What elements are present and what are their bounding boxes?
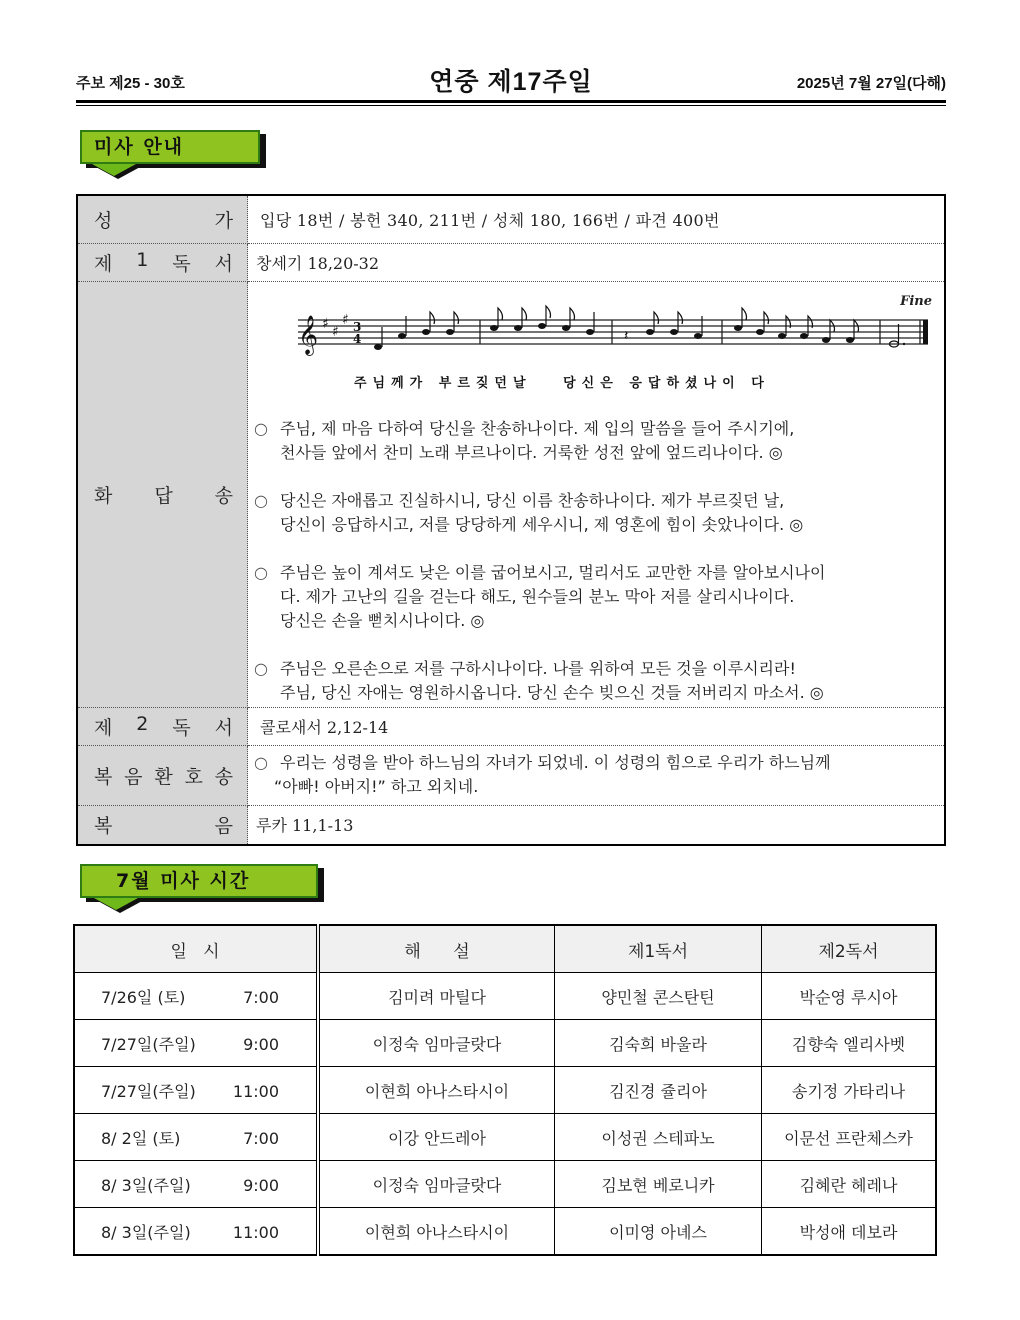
page-title: 연중 제17주일 xyxy=(429,68,593,96)
verse-line: 당신이 응답하시고, 저를 당당하게 세우시니, 제 영혼에 힘이 솟았나이다. ◎ xyxy=(280,514,804,534)
cell-datetime xyxy=(74,1067,318,1114)
row-alleluia xyxy=(77,745,945,805)
label-hymn xyxy=(77,195,248,243)
cell-date: 8/ 2일 (토) xyxy=(101,1128,181,1148)
cell-date: 8/ 3일(주일) xyxy=(101,1175,191,1195)
banner-label: 미사 안내 xyxy=(80,130,260,164)
table-row xyxy=(74,1208,936,1256)
label-char: 성 xyxy=(94,209,113,232)
label-reading1 xyxy=(77,243,248,281)
cell-time: 7:00 xyxy=(243,987,279,1007)
score-lyrics: 주님께가 부르짖던날 당신은 응답하셨나이 다 xyxy=(354,375,770,391)
col-header-reading1: 제1독서 xyxy=(555,925,762,973)
col-header-datetime: 일 시 xyxy=(74,925,318,973)
label-char: 송 xyxy=(214,765,233,788)
col-header-reading2: 제2독서 xyxy=(762,925,937,973)
cell-reading2: 김향숙 엘리사벳 xyxy=(762,1020,937,1067)
banner-label: 7월 미사 시간 xyxy=(80,864,318,898)
cell-time: 9:00 xyxy=(243,1034,279,1054)
cell-datetime xyxy=(74,1208,318,1256)
row-gospel xyxy=(77,805,945,845)
circle-bullet-icon: ○ xyxy=(254,490,268,510)
psalm-verse xyxy=(254,657,938,705)
cell-reading1: 김숙희 바울라 xyxy=(555,1020,762,1067)
label-alleluia xyxy=(77,745,248,805)
label-char: 호 xyxy=(184,765,203,788)
reading1-citation: 창세기 18,20-32 xyxy=(248,243,946,281)
cell-datetime xyxy=(74,973,318,1020)
cell-date: 7/26일 (토) xyxy=(101,987,186,1007)
verse-line: 당신은 자애롭고 진실하시니, 당신 이름 찬송하나이다. 제가 부르짖던 날, xyxy=(280,490,785,510)
cell-datetime xyxy=(74,1114,318,1161)
hymn-numbers: 입당 18번 / 봉헌 340, 211번 / 성체 180, 166번 / 파견 400번 xyxy=(248,195,946,243)
cell-reading1: 이미영 아녜스 xyxy=(555,1208,762,1256)
bulletin-header xyxy=(76,62,946,102)
bulletin-date: 2025년 7월 27일(다해) xyxy=(796,75,946,92)
svg-text:𝄞: 𝄞 xyxy=(298,314,319,355)
mass-guide-table xyxy=(76,194,946,846)
label-reading2 xyxy=(77,707,248,745)
verse-line: 주님은 오른손으로 저를 구하시나이다. 나를 위하여 모든 것을 이루시리라! xyxy=(280,658,796,678)
fine-label: Fine xyxy=(900,293,932,309)
label-char: 환 xyxy=(154,765,173,788)
label-char: 서 xyxy=(214,252,233,275)
cell-datetime xyxy=(74,1020,318,1067)
cell-date: 7/27일(주일) xyxy=(101,1081,196,1101)
label-char: 독 xyxy=(172,716,191,739)
col-header-commentary: 해 설 xyxy=(318,925,555,973)
issue-number: 주보 제25 - 30호 xyxy=(76,75,185,92)
psalm-verse xyxy=(254,417,938,465)
verse-line: 주님은 높이 계셔도 낮은 이를 굽어보시고, 멀리서도 교만한 자를 알아보시나이 xyxy=(280,562,826,582)
music-score xyxy=(278,293,938,366)
row-hymn xyxy=(77,195,945,243)
label-char: 음 xyxy=(124,765,143,788)
row-reading2 xyxy=(77,707,945,745)
verse-line: 주님, 제 마음 다하여 당신을 찬송하나이다. 제 입의 말씀을 들어 주시기에, xyxy=(280,418,795,438)
cell-reading2: 이문선 프란체스카 xyxy=(762,1114,937,1161)
cell-reading1: 김진경 쥴리아 xyxy=(555,1067,762,1114)
alleluia-text xyxy=(254,751,938,799)
cell-reading2: 김혜란 헤레나 xyxy=(762,1161,937,1208)
label-char: 음 xyxy=(214,815,233,838)
cell-time: 9:00 xyxy=(243,1175,279,1195)
table-row xyxy=(74,1020,936,1067)
table-row xyxy=(74,1114,936,1161)
cell-commentary: 이현희 아나스타시이 xyxy=(318,1208,555,1256)
svg-text:3: 3 xyxy=(353,319,362,334)
label-char: 제 xyxy=(94,252,113,275)
cell-time: 11:00 xyxy=(232,1081,279,1101)
verse-line: 당신은 손을 뻗치시나이다. ◎ xyxy=(280,610,485,630)
cell-date: 8/ 3일(주일) xyxy=(101,1222,191,1242)
label-char: 2 xyxy=(136,712,149,735)
psalm-verse xyxy=(254,489,938,537)
svg-text:𝄽: 𝄽 xyxy=(624,327,629,344)
label-char: 제 xyxy=(94,716,113,739)
cell-commentary: 이정숙 임마글랏다 xyxy=(318,1161,555,1208)
verse-line: 천사들 앞에서 찬미 노래 부르나이다. 거룩한 성전 앞에 엎드리나이다. ◎ xyxy=(280,442,783,462)
circle-bullet-icon: ○ xyxy=(254,753,268,772)
cell-commentary: 김미려 마틸다 xyxy=(318,973,555,1020)
cell-reading2: 송기정 가타리나 xyxy=(762,1067,937,1114)
label-char: 서 xyxy=(214,716,233,739)
row-reading1 xyxy=(77,243,945,281)
cell-reading1: 김보현 베로니카 xyxy=(555,1161,762,1208)
table-row xyxy=(74,1161,936,1208)
mass-schedule-table xyxy=(73,924,937,1256)
cell-commentary: 이강 안드레아 xyxy=(318,1114,555,1161)
verse-line: 주님, 당신 자애는 영원하시옵니다. 당신 손수 빚으신 것들 저버리지 마소서. ◎ xyxy=(280,682,824,702)
psalm-content xyxy=(248,281,946,707)
circle-bullet-icon: ○ xyxy=(254,562,268,582)
cell-commentary: 이현희 아나스타시이 xyxy=(318,1067,555,1114)
circle-bullet-icon: ○ xyxy=(254,418,268,438)
label-char: 1 xyxy=(136,248,149,271)
cell-commentary: 이정숙 임마글랏다 xyxy=(318,1020,555,1067)
gospel-citation: 루카 11,1-13 xyxy=(248,805,946,845)
verse-line: 우리는 성령을 받아 하느님의 자녀가 되었네. 이 성령의 힘으로 우리가 하느님께 xyxy=(280,753,831,772)
cell-datetime xyxy=(74,1161,318,1208)
circle-bullet-icon: ○ xyxy=(254,658,268,678)
row-psalm xyxy=(77,281,945,707)
psalm-verse xyxy=(254,561,938,633)
schedule-header-row xyxy=(74,925,936,973)
banner-arrow-icon xyxy=(94,898,138,910)
label-psalm xyxy=(77,281,248,707)
verse-line: 다. 제가 고난의 길을 걷는다 해도, 원수들의 분노 막아 저를 살리시나이다. xyxy=(280,586,795,606)
table-row xyxy=(74,1067,936,1114)
reading2-citation: 콜로새서 2,12-14 xyxy=(248,707,946,745)
alleluia-verse xyxy=(248,745,946,805)
cell-reading2: 박성애 데보라 xyxy=(762,1208,937,1256)
cell-reading1: 이성권 스테파노 xyxy=(555,1114,762,1161)
svg-text:♯: ♯ xyxy=(332,323,339,340)
svg-text:4: 4 xyxy=(353,331,362,346)
label-char: 독 xyxy=(172,252,191,275)
banner-arrow-icon xyxy=(92,164,136,176)
verse-line: “아빠! 아버지!” 하고 외치네. xyxy=(274,777,479,796)
header-rule-thin xyxy=(76,105,946,106)
svg-text:♯: ♯ xyxy=(322,315,329,332)
label-char: 복 xyxy=(94,815,113,838)
cell-time: 11:00 xyxy=(232,1222,279,1242)
header-rule xyxy=(76,100,946,103)
label-char: 복 xyxy=(94,765,113,788)
label-char: 답 xyxy=(154,484,173,507)
cell-date: 7/27일(주일) xyxy=(101,1034,196,1054)
label-gospel xyxy=(77,805,248,845)
svg-text:♯: ♯ xyxy=(342,311,349,328)
label-char: 가 xyxy=(214,209,233,232)
cell-time: 7:00 xyxy=(243,1128,279,1148)
music-staff-icon xyxy=(278,293,938,366)
label-char: 송 xyxy=(214,484,233,507)
label-char: 화 xyxy=(94,484,113,507)
cell-reading2: 박순영 루시아 xyxy=(762,973,937,1020)
cell-reading1: 양민철 콘스탄틴 xyxy=(555,973,762,1020)
table-row xyxy=(74,973,936,1020)
